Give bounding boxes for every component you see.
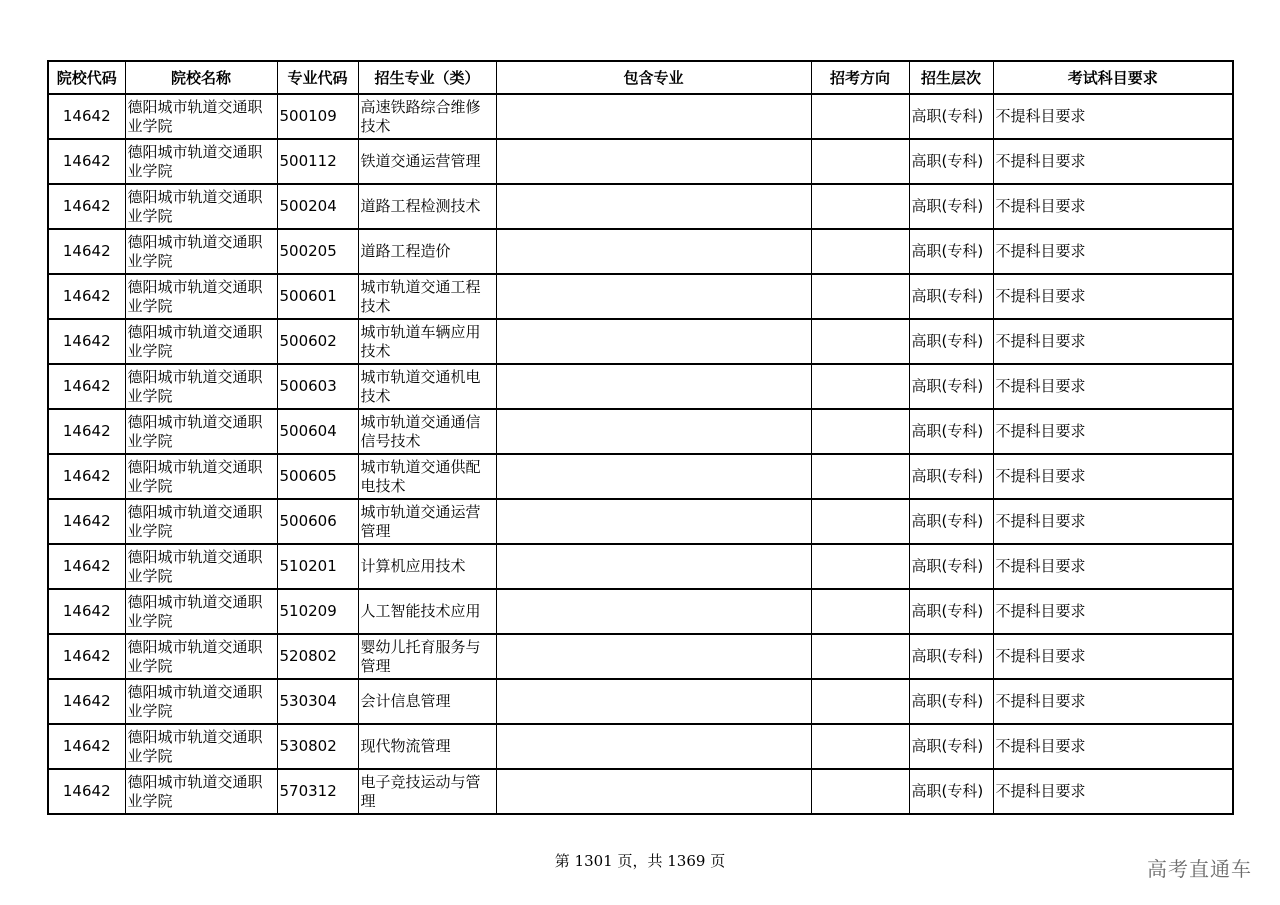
cell-level: 高职(专科)	[909, 544, 993, 589]
cell-included-majors	[496, 319, 811, 364]
cell-direction	[811, 634, 909, 679]
cell-school-name: 德阳城市轨道交通职业学院	[125, 769, 277, 814]
cell-subject-requirement: 不提科目要求	[993, 274, 1233, 319]
cell-school-name: 德阳城市轨道交通职业学院	[125, 94, 277, 139]
cell-school-name: 德阳城市轨道交通职业学院	[125, 454, 277, 499]
cell-level: 高职(专科)	[909, 94, 993, 139]
cell-major-code: 500204	[277, 184, 358, 229]
table-row	[48, 544, 1233, 589]
cell-subject-requirement: 不提科目要求	[993, 544, 1233, 589]
table-row	[48, 319, 1233, 364]
header-included-majors: 包含专业	[496, 61, 811, 94]
cell-major: 城市轨道车辆应用技术	[358, 319, 496, 364]
cell-major: 人工智能技术应用	[358, 589, 496, 634]
table-body	[48, 94, 1233, 814]
table-row	[48, 364, 1233, 409]
cell-school-name: 德阳城市轨道交通职业学院	[125, 229, 277, 274]
cell-school-code: 14642	[48, 229, 125, 274]
cell-major-code: 500109	[277, 94, 358, 139]
cell-level: 高职(专科)	[909, 589, 993, 634]
table-row	[48, 139, 1233, 184]
cell-school-code: 14642	[48, 499, 125, 544]
cell-major: 会计信息管理	[358, 679, 496, 724]
cell-major-code: 500604	[277, 409, 358, 454]
cell-level: 高职(专科)	[909, 499, 993, 544]
cell-school-code: 14642	[48, 769, 125, 814]
table-row	[48, 274, 1233, 319]
cell-school-name: 德阳城市轨道交通职业学院	[125, 499, 277, 544]
cell-school-name: 德阳城市轨道交通职业学院	[125, 139, 277, 184]
cell-major-code: 500205	[277, 229, 358, 274]
cell-major: 城市轨道交通供配电技术	[358, 454, 496, 499]
cell-major-code: 500602	[277, 319, 358, 364]
cell-major-code: 500601	[277, 274, 358, 319]
page-number: 第 1301 页，共 1369 页	[554, 852, 726, 870]
cell-included-majors	[496, 724, 811, 769]
cell-school-code: 14642	[48, 184, 125, 229]
cell-major-code: 500112	[277, 139, 358, 184]
cell-level: 高职(专科)	[909, 454, 993, 499]
cell-subject-requirement: 不提科目要求	[993, 679, 1233, 724]
cell-school-code: 14642	[48, 544, 125, 589]
cell-subject-requirement: 不提科目要求	[993, 319, 1233, 364]
cell-subject-requirement: 不提科目要求	[993, 364, 1233, 409]
cell-major-code: 570312	[277, 769, 358, 814]
cell-school-code: 14642	[48, 94, 125, 139]
cell-direction	[811, 769, 909, 814]
cell-included-majors	[496, 454, 811, 499]
cell-included-majors	[496, 544, 811, 589]
cell-major: 电子竞技运动与管理	[358, 769, 496, 814]
cell-subject-requirement: 不提科目要求	[993, 769, 1233, 814]
cell-direction	[811, 229, 909, 274]
cell-subject-requirement: 不提科目要求	[993, 499, 1233, 544]
table-header-row	[48, 61, 1233, 94]
cell-major: 铁道交通运营管理	[358, 139, 496, 184]
cell-major-code: 500605	[277, 454, 358, 499]
header-level: 招生层次	[909, 61, 993, 94]
cell-school-code: 14642	[48, 319, 125, 364]
cell-subject-requirement: 不提科目要求	[993, 589, 1233, 634]
cell-school-code: 14642	[48, 139, 125, 184]
cell-school-code: 14642	[48, 409, 125, 454]
cell-major-code: 530802	[277, 724, 358, 769]
cell-direction	[811, 589, 909, 634]
table-row	[48, 679, 1233, 724]
table-row	[48, 589, 1233, 634]
table-row	[48, 499, 1233, 544]
cell-major-code: 500606	[277, 499, 358, 544]
header-major: 招生专业（类）	[358, 61, 496, 94]
cell-level: 高职(专科)	[909, 364, 993, 409]
cell-included-majors	[496, 769, 811, 814]
cell-direction	[811, 364, 909, 409]
cell-major: 高速铁路综合维修技术	[358, 94, 496, 139]
cell-included-majors	[496, 499, 811, 544]
cell-school-name: 德阳城市轨道交通职业学院	[125, 409, 277, 454]
cell-major: 城市轨道交通通信信号技术	[358, 409, 496, 454]
cell-subject-requirement: 不提科目要求	[993, 94, 1233, 139]
cell-school-name: 德阳城市轨道交通职业学院	[125, 364, 277, 409]
cell-school-name: 德阳城市轨道交通职业学院	[125, 319, 277, 364]
cell-school-name: 德阳城市轨道交通职业学院	[125, 634, 277, 679]
header-school-name: 院校名称	[125, 61, 277, 94]
cell-included-majors	[496, 184, 811, 229]
cell-level: 高职(专科)	[909, 139, 993, 184]
cell-level: 高职(专科)	[909, 724, 993, 769]
cell-included-majors	[496, 589, 811, 634]
cell-major: 道路工程造价	[358, 229, 496, 274]
cell-subject-requirement: 不提科目要求	[993, 634, 1233, 679]
admissions-table	[47, 60, 1234, 815]
cell-level: 高职(专科)	[909, 319, 993, 364]
cell-major-code: 510209	[277, 589, 358, 634]
cell-major: 计算机应用技术	[358, 544, 496, 589]
cell-major-code: 530304	[277, 679, 358, 724]
cell-school-code: 14642	[48, 454, 125, 499]
cell-included-majors	[496, 94, 811, 139]
cell-direction	[811, 274, 909, 319]
header-subject-requirement: 考试科目要求	[993, 61, 1233, 94]
cell-school-name: 德阳城市轨道交通职业学院	[125, 589, 277, 634]
cell-level: 高职(专科)	[909, 229, 993, 274]
cell-included-majors	[496, 229, 811, 274]
cell-level: 高职(专科)	[909, 769, 993, 814]
cell-direction	[811, 454, 909, 499]
cell-school-code: 14642	[48, 589, 125, 634]
cell-subject-requirement: 不提科目要求	[993, 229, 1233, 274]
table-row	[48, 229, 1233, 274]
cell-direction	[811, 724, 909, 769]
cell-level: 高职(专科)	[909, 634, 993, 679]
cell-school-name: 德阳城市轨道交通职业学院	[125, 544, 277, 589]
header-direction: 招考方向	[811, 61, 909, 94]
cell-included-majors	[496, 409, 811, 454]
cell-level: 高职(专科)	[909, 274, 993, 319]
table-row	[48, 724, 1233, 769]
cell-included-majors	[496, 634, 811, 679]
cell-direction	[811, 319, 909, 364]
cell-major: 城市轨道交通运营管理	[358, 499, 496, 544]
cell-major-code: 510201	[277, 544, 358, 589]
cell-school-code: 14642	[48, 274, 125, 319]
cell-direction	[811, 499, 909, 544]
cell-school-name: 德阳城市轨道交通职业学院	[125, 724, 277, 769]
cell-subject-requirement: 不提科目要求	[993, 409, 1233, 454]
cell-school-name: 德阳城市轨道交通职业学院	[125, 184, 277, 229]
cell-direction	[811, 544, 909, 589]
cell-major: 现代物流管理	[358, 724, 496, 769]
cell-included-majors	[496, 274, 811, 319]
cell-included-majors	[496, 139, 811, 184]
cell-school-code: 14642	[48, 364, 125, 409]
cell-subject-requirement: 不提科目要求	[993, 184, 1233, 229]
table-row	[48, 184, 1233, 229]
cell-major: 城市轨道交通机电技术	[358, 364, 496, 409]
cell-school-code: 14642	[48, 634, 125, 679]
cell-major-code: 500603	[277, 364, 358, 409]
cell-direction	[811, 139, 909, 184]
cell-level: 高职(专科)	[909, 409, 993, 454]
table-row	[48, 94, 1233, 139]
cell-school-name: 德阳城市轨道交通职业学院	[125, 274, 277, 319]
cell-included-majors	[496, 679, 811, 724]
table-row	[48, 454, 1233, 499]
cell-school-code: 14642	[48, 679, 125, 724]
table-row	[48, 409, 1233, 454]
cell-major-code: 520802	[277, 634, 358, 679]
cell-direction	[811, 409, 909, 454]
watermark-text: 高考直通车	[1147, 857, 1252, 881]
cell-level: 高职(专科)	[909, 184, 993, 229]
header-school-code: 院校代码	[48, 61, 125, 94]
cell-direction	[811, 184, 909, 229]
cell-major: 道路工程检测技术	[358, 184, 496, 229]
header-major-code: 专业代码	[277, 61, 358, 94]
cell-major: 婴幼儿托育服务与管理	[358, 634, 496, 679]
cell-subject-requirement: 不提科目要求	[993, 454, 1233, 499]
table-row	[48, 769, 1233, 814]
cell-major: 城市轨道交通工程技术	[358, 274, 496, 319]
cell-included-majors	[496, 364, 811, 409]
cell-school-code: 14642	[48, 724, 125, 769]
cell-subject-requirement: 不提科目要求	[993, 139, 1233, 184]
cell-subject-requirement: 不提科目要求	[993, 724, 1233, 769]
cell-school-name: 德阳城市轨道交通职业学院	[125, 679, 277, 724]
cell-direction	[811, 679, 909, 724]
table-row	[48, 634, 1233, 679]
cell-level: 高职(专科)	[909, 679, 993, 724]
cell-direction	[811, 94, 909, 139]
